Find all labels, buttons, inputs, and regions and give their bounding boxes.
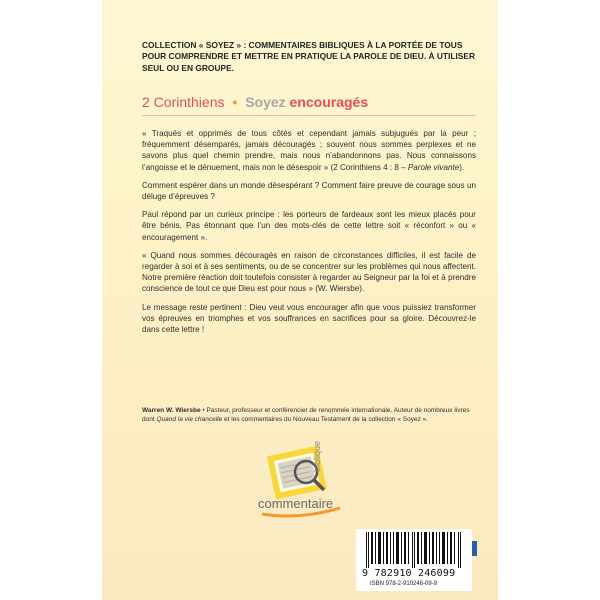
blurb-quote-text: « Traqués et opprimés de tous côtés et cependant jamais subjugués par la peur ; fréquemment désemparés, jamais découragés ; souvent nous sommes perplexes et ne savons plus quel chemin prendre, mais nous n’abandonnons pas. Nous connaissons l’angoisse et le dénuement, mais non le désespoir » (2 Corinthiens 4 : 8 – — [142, 129, 476, 172]
author-bio — [142, 406, 476, 425]
logo-word-biblique: biblique — [312, 440, 322, 472]
blurb-paragraph-2: Comment espérer dans un monde désespérant ? Comment faire preuve de courage sous un déluge d’épreuves ? — [142, 180, 476, 202]
blurb — [142, 128, 476, 342]
blurb-paragraph-4: « Quand nous sommes découragés en raison de circonstances difficiles, il est facile de regarder à soi et à ses sentiments, ou de se concentrer sur les problèmes qui nous affectent. Notre première réaction doit toutefois consister à regarder au Seigneur par la foi et à prendre conscience de tout ce que Dieu est pour nous » (W. Wiersbe). — [142, 250, 476, 294]
title-divider — [142, 115, 476, 116]
blurb-quote-end: ). — [459, 162, 465, 172]
isbn-text: ISBN 978-2-910246-09-9 — [370, 581, 438, 587]
book-subtitle: encouragés — [289, 94, 369, 110]
author-name: Warren W. Wiersbe — [142, 407, 201, 414]
blurb-paragraph-5: Le message reste pertinent : Dieu veut vous encourager afin que vous puissiez transformer vos épreuves en triomphes et vos souffrances en sacrifices pour sa gloire. Découvrez-le dans cette lettre ! — [142, 302, 476, 335]
author-book-title: Quand la vie chancelle — [156, 416, 223, 424]
blurb-paragraph-1 — [142, 128, 476, 173]
logo-graphic — [252, 438, 348, 534]
author-desc: • Pasteur, professeur et conférencier de renommée internationale. Auteur de nombreux livres dont — [142, 407, 470, 424]
blurb-paragraph-3: Paul répond par un curieux principe : les porteurs de fardeaux sont les mieux placés pour être bénis. Pas étonnant que l’un des mots-clés de cette lettre soit « réconfort » ou « encouragement ». — [142, 210, 476, 242]
author-desc-end: et les commentaires du Nouveau Testament de la collection « Soyez ». — [222, 416, 429, 424]
book-title — [142, 92, 476, 112]
collection-intro: COLLECTION « SOYEZ » : COMMENTAIRES BIBLIQUES À LA PORTÉE DE TOUS POUR COMPRENDRE ET METTRE EN PRATIQUE LA PAROLE DE DIEU. À UTILISER SEUL OU EN GROUPE. — [142, 40, 475, 73]
barcode-bars — [360, 532, 468, 568]
back-cover — [102, 0, 498, 600]
book-name: 2 Corinthiens — [142, 94, 225, 110]
blurb-quote-source: Parole vivante — [407, 162, 460, 172]
barcode — [356, 529, 472, 591]
title-bullet: • — [232, 94, 238, 110]
commentaire-biblique-logo — [252, 438, 348, 534]
logo-word-commentaire: commentaire — [258, 496, 334, 511]
series-name: Soyez — [245, 94, 286, 110]
barcode-digits: 9 782910 246099 — [362, 568, 456, 579]
